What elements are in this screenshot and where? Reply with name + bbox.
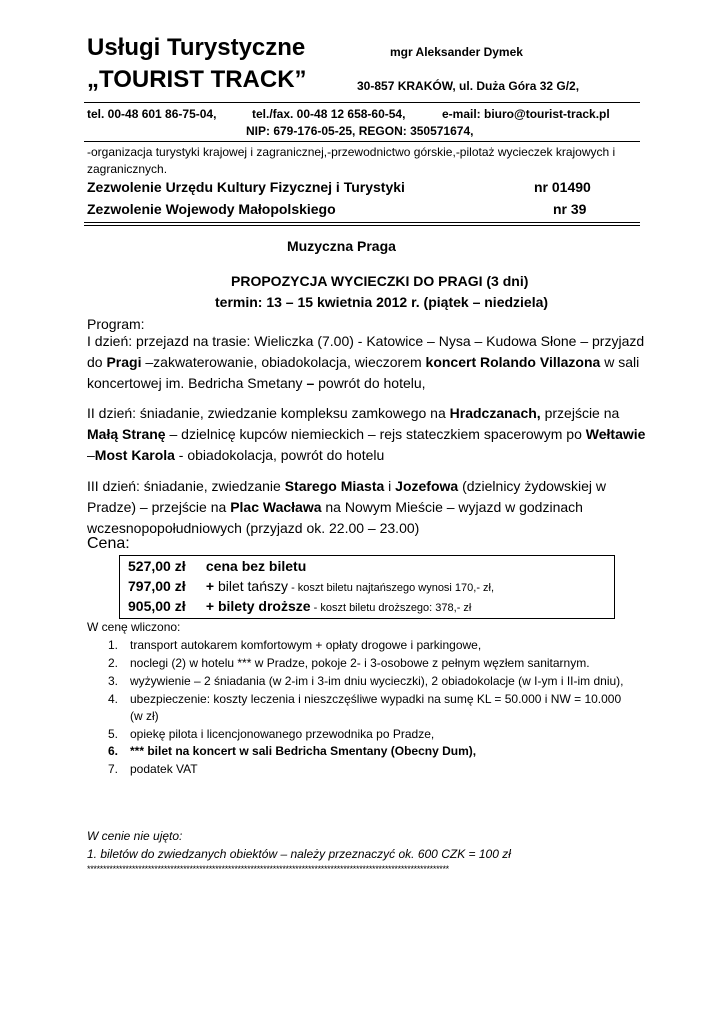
program-label: Program: [87, 316, 145, 332]
permit-2-label: Zezwolenie Wojewody Małopolskiego [87, 201, 336, 217]
company-activities: -organizacja turystyki krajowej i zagranicznej,-przewodnictwo górskie,-pilotaż wycieczek krajowych i zagranicznych. [87, 145, 616, 176]
company-name-line1: Usługi Turystyczne [87, 34, 306, 61]
header-divider-bottom-2 [84, 225, 640, 226]
header-divider-middle [84, 141, 640, 142]
excluded-label: W cenie nie ujęto: [87, 829, 183, 843]
price-label: Cena: [87, 535, 130, 552]
price-amount: 905,00 zł [128, 598, 186, 614]
list-item: 2. noclegi (2) w hotelu *** w Pradze, pokoje 2- i 3-osobowe z pełnym węzłem sanitarnym. [108, 656, 590, 670]
offer-subtitle: Muzyczna Praga [287, 238, 396, 254]
list-item: 4. ubezpieczenie: koszty leczenia i nieszczęśliwe wypadki na sumę KL = 50.000 i NW = 10.000 [108, 692, 622, 706]
company-name-line2: „TOURIST TRACK” [87, 66, 307, 93]
price-amount: 797,00 zł [128, 578, 186, 594]
owner-name: mgr Aleksander Dymek [390, 45, 523, 59]
offer-title: PROPOZYCJA WYCIECZKI DO PRAGI (3 dni) [231, 273, 529, 289]
fax: tel./fax. 00-48 12 658-60-54, [252, 107, 406, 121]
list-item: 5. opiekę pilota i licencjonowanego przewodnika po Pradze, [108, 727, 435, 741]
nip-regon: NIP: 679-176-05-25, REGON: 350571674, [246, 124, 474, 138]
stars-divider: ***************************************************************************************************************** [87, 864, 449, 874]
list-item: 3. wyżywienie – 2 śniadania (w 2-im i 3-im dniu wycieczki), 2 obiadokolacje (w I-ym i II-im dniu), [108, 674, 624, 688]
list-item: 7. podatek VAT [108, 762, 198, 776]
program-day-3: III dzień: śniadanie, zwiedzanie Starego Miasta i Jozefowa (dzielnicy żydowskiej w Pradze) – przejście na Plac Wacława na Nowym Mieście – wyjazd w godzinach wczesnopopołudniowych (przyjazd ok. 22.00 – 23.00) [87, 478, 607, 536]
header-divider-bottom-1 [84, 222, 640, 223]
price-description: cena bez biletu [205, 558, 307, 574]
included-label: W cenę wliczono: [87, 620, 181, 634]
email: e-mail: biuro@tourist-track.pl [442, 107, 610, 121]
price-row-2: 797,00 zł + bilet tańszy - koszt biletu najtańszego wynosi 170,- zł, [128, 578, 495, 594]
price-description: bilet tańszy [217, 578, 289, 594]
list-item-continuation: (w zł) [130, 709, 159, 723]
company-address: 30-857 KRAKÓW, ul. Duża Góra 32 G/2, [357, 79, 580, 93]
price-row-3: 905,00 zł + bilety droższe - koszt biletu droższego: 378,- zł [128, 598, 472, 614]
phone: tel. 00-48 601 86-75-04, [87, 107, 217, 121]
list-item: 1. transport autokarem komfortowym + opłaty drogowe i parkingowe, [108, 638, 482, 652]
program-day-2: II dzień: śniadanie, zwiedzanie kompleksu zamkowego na Hradczanach, przejście na Małą Stranę – dzielnicę kupców niemieckich – rejs stateczkiem spacerowym po Wełtawie –Most Karola - obiadokolacja, powrót do hotelu [87, 405, 646, 463]
permit-1-label: Zezwolenie Urzędu Kultury Fizycznej i Turystyki [87, 179, 405, 195]
excluded-item: 1. biletów do zwiedzanych obiektów – należy przeznaczyć ok. 600 CZK = 100 zł [87, 847, 511, 861]
permit-2-number: nr 39 [553, 201, 587, 217]
program-day-1: I dzień: przejazd na trasie: Wieliczka (7.00) - Katowice – Nysa – Kudowa Słone – przyjazd do Pragi –zakwaterowanie, obiadokolacja, wieczorem koncert Rolando Villazona w sali koncertowej im. Bedricha Smetany – powrót do hotelu, [87, 333, 645, 391]
price-note: - koszt biletu najtańszego wynosi 170,- zł, [288, 582, 495, 594]
header-divider-top [84, 102, 640, 103]
price-amount: 527,00 zł [128, 558, 186, 574]
permit-1-number: nr 01490 [534, 179, 591, 195]
offer-term: termin: 13 – 15 kwietnia 2012 r. (piątek – niedziela) [215, 294, 549, 310]
price-note: - koszt biletu droższego: 378,- zł [310, 602, 472, 614]
list-item: 6. *** bilet na koncert w sali Bedricha Smentany (Obecny Dum), [108, 744, 477, 758]
price-description: bilety droższe [217, 598, 311, 614]
price-row-1 [128, 558, 306, 574]
